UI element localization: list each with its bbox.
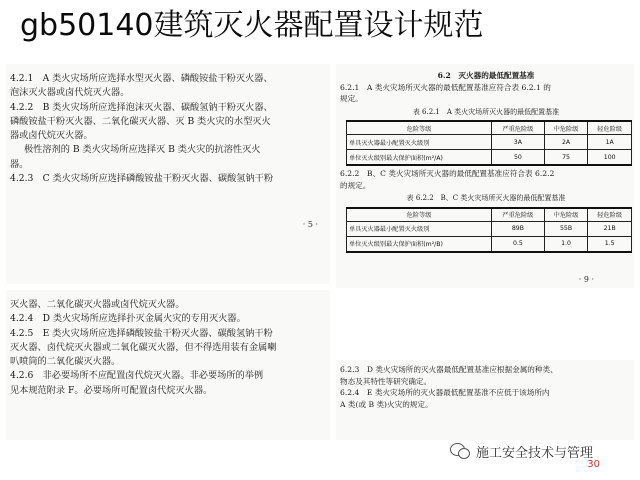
page-number: · 9 · xyxy=(578,275,594,284)
table-caption: 表 6.2.2 B、C 类火灾场所灭火器的最低配置基准 xyxy=(406,194,566,202)
table-cell: 1.0 xyxy=(544,236,588,252)
table-bc-class xyxy=(346,207,632,253)
table-header: 轻危险级 xyxy=(588,208,632,222)
text-line: 4.2.4 D 类火灾场所应选择扑灭金属火灾的专用灭火器。 xyxy=(10,313,246,325)
text-line: 极性溶剂的 B 类火灾场所应选择灭 B 类火灾的抗溶性灭火 xyxy=(24,144,261,156)
table-header: 中危险级 xyxy=(544,121,588,135)
text-line: 4.2.2 B 类火灾场所应选择泡沫灭火器、碳酸氢钠干粉灭火器、 xyxy=(10,101,273,113)
slide-number: 30 xyxy=(587,459,600,470)
table-header: 严重危险级 xyxy=(492,208,545,222)
table-caption: 表 6.2.1 A 类火灾场所灭火器的最低配置基准 xyxy=(412,107,560,116)
text-line: 器或卤代烷灭火器。 xyxy=(10,130,93,142)
table-cell: 55B xyxy=(544,221,588,236)
table-row xyxy=(347,236,632,252)
page-number: · 5 · xyxy=(302,220,318,229)
text-line: 规定。 xyxy=(340,94,363,103)
table-cell: 100 xyxy=(588,150,632,166)
table-cell: 75 xyxy=(544,150,588,166)
table-cell: 单位灭火级别最大保护面积(m²/A) xyxy=(347,150,492,166)
scan-panel-top-left xyxy=(6,64,330,284)
table-cell: 1.5 xyxy=(588,236,632,252)
table-cell: 89B xyxy=(492,221,545,236)
table-cell: 0.5 xyxy=(492,236,545,252)
scan-panel-top-right xyxy=(336,64,634,288)
table-row xyxy=(347,150,632,166)
table-header: 严重危险级 xyxy=(492,121,545,135)
text-line: 4.2.5 E 类火灾场所应选择磷酸铵盐干粉灭火器、碳酸氢钠干粉 xyxy=(10,327,273,339)
text-line: 叭喷筒的二氧化碳灭火器。 xyxy=(10,356,121,368)
text-line: 的规定。 xyxy=(340,180,371,190)
wechat-icon xyxy=(450,443,470,459)
table-header: 轻危险级 xyxy=(588,121,632,135)
text-line: 4.2.6 非必要场所不应配置卤代烷灭火器。非必要场所的举例 xyxy=(10,370,264,382)
watermark-text: 施工安全技术与管理 xyxy=(476,445,594,461)
scan-panel-bottom-right xyxy=(336,360,634,440)
text-line: 6.2.3 D 类火灾场所的灭火器最低配置基准应根据金属的种类、 xyxy=(340,365,558,374)
scan-panel-bottom-left xyxy=(6,290,330,440)
table-cell: 21B xyxy=(588,221,632,236)
table-cell: 2A xyxy=(544,135,588,150)
table-cell: 3A xyxy=(492,135,545,150)
text-line: 磷酸铵盐干粉灭火器、二氧化碳灭火器、灭 B 类火灾的水型灭火 xyxy=(10,115,271,127)
text-line: 6.2.2 B、C 类火灾场所灭火器的最低配置基准应符合表 6.2.2 xyxy=(340,169,555,178)
text-line: A 类(或 B 类)火灾的规定。 xyxy=(340,399,433,409)
table-row xyxy=(347,221,632,236)
text-line: 4.2.3 C 类火灾场所应选择磷酸铵盐干粉灭火器、碳酸氢钠干粉 xyxy=(10,173,274,185)
text-line: 灭火器、二氧化碳灭火器或卤代烷灭火器。 xyxy=(10,299,185,310)
table-header: 危险等级 xyxy=(347,208,492,222)
table-cell: 单具灭火器最小配置灭火级别 xyxy=(347,135,492,150)
text-line: 泡沫灭火器或卤代烷灭火器。 xyxy=(10,87,130,99)
text-line: 4.2.1 A 类火灾场所应选择水型灭火器、磷酸铵盐干粉灭火器、 xyxy=(10,73,273,84)
table-cell: 1A xyxy=(588,135,632,150)
section-title: 6.2 灭火器的最低配置基准 xyxy=(437,71,535,80)
text-line: 6.2.1 A 类火灾场所灭火器的最低配置基准应符合表 6.2.1 的 xyxy=(340,82,551,92)
wechat-watermark xyxy=(450,440,593,462)
table-cell: 单位灭火级别最大保护面积(m²/B) xyxy=(347,236,492,252)
table-cell: 50 xyxy=(492,150,545,166)
slide-title: gb50140建筑灭火器配置设计规范 xyxy=(20,8,484,43)
text-line: 见本规范附录 F。必要场所可配置卤代烷灭火器。 xyxy=(10,384,213,396)
text-line: 6.2.4 E 类火灾场所的灭火器最低配置基准不应低于该场所内 xyxy=(340,388,550,397)
text-line: 器。 xyxy=(10,158,29,170)
text-line: 物态及其特性等研究确定。 xyxy=(340,376,432,386)
table-row xyxy=(347,135,632,150)
table-cell: 单具灭火器最小配置灭火级别 xyxy=(347,221,492,236)
text-line: 灭火器、卤代烷灭火器或二氧化碳灭火器，但不得选用装有金属喇 xyxy=(10,341,277,353)
table-a-class xyxy=(346,120,632,166)
table-header: 危险等级 xyxy=(347,121,492,135)
table-header: 中危险级 xyxy=(544,208,588,222)
